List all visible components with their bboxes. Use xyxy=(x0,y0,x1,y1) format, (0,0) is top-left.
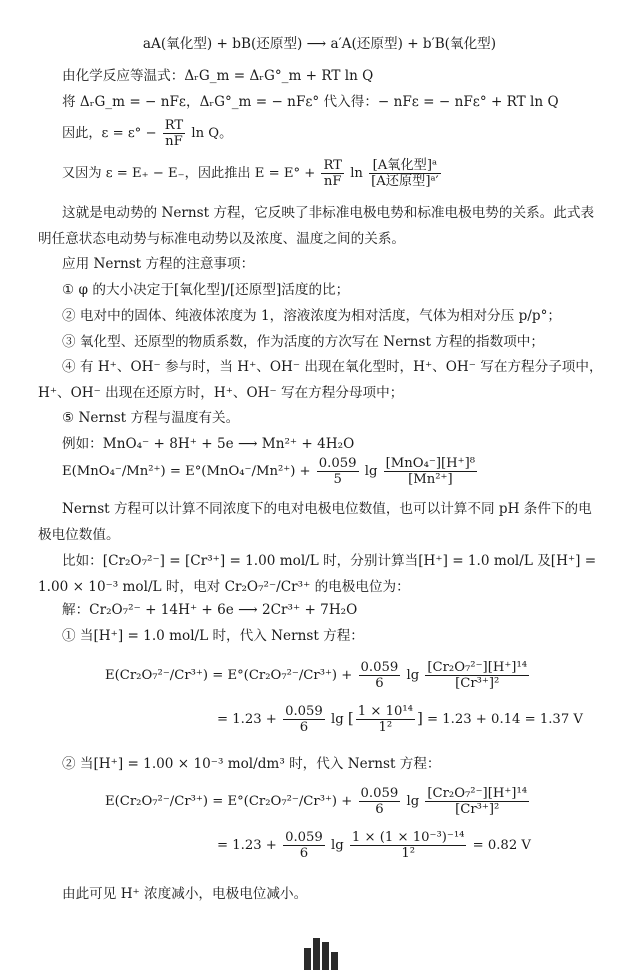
case-2-heading: ② 当[H⁺] = 1.00 × 10⁻³ mol/dm³ 时，代入 Nernst 方程： xyxy=(62,756,441,772)
fraction-den: 6 xyxy=(375,676,384,691)
epsilon-equation xyxy=(62,118,232,149)
concentration-fraction xyxy=(425,786,529,817)
case-1-equation xyxy=(105,660,531,691)
paragraph-problem: 比如：[Cr₂O₇²⁻] = [Cr³⁺] = 1.00 mol/L 时，分别计算当[H⁺] = 1.0 mol/L 及[H⁺] = 1.00 × 10⁻³ mol/L 时，电对 Cr₂O₇²⁻/Cr³⁺ 的电极电位为： xyxy=(38,553,597,595)
note-3: ③ 氧化型、还原型的物质系数，作为活度的方次写在 Nernst 方程的指数项中； xyxy=(62,334,544,350)
isotherm-equation: 由化学反应等温式：ΔᵣG_m = ΔᵣG°_m + RT ln Q xyxy=(62,68,374,84)
fraction-num: 0.059 xyxy=(360,660,399,675)
fraction-den: nF xyxy=(323,174,342,189)
case-2-equation xyxy=(105,786,531,817)
nernst-derivation xyxy=(62,158,443,189)
fraction-den: 6 xyxy=(375,802,384,817)
watermark-logo-icon xyxy=(300,930,340,970)
case-1-heading: ① 当[H⁺] = 1.0 mol/L 时，代入 Nernst 方程： xyxy=(62,628,364,644)
note-5: ⑤ Nernst 方程与温度有关。 xyxy=(62,410,240,426)
epsilon-pre: 因此，ε = ε° − xyxy=(62,126,157,141)
equation-pre: = 1.23 + xyxy=(217,712,277,727)
fraction-num: [MnO₄⁻][H⁺]⁸ xyxy=(385,456,476,471)
concentration-fraction xyxy=(384,456,477,487)
fraction-den: [Cr³⁺]² xyxy=(455,802,500,817)
equation-post: = 1.23 + 0.14 = 1.37 V xyxy=(427,712,583,727)
fraction-num: [A氧化型]ᵃ xyxy=(369,158,440,174)
fraction-den: 6 xyxy=(299,720,309,735)
solution-reaction: 解：Cr₂O₇²⁻ + 14H⁺ + 6e ⟶ 2Cr³⁺ + 7H₂O xyxy=(62,602,358,618)
fraction-den: 5 xyxy=(333,472,342,487)
fraction-num: RT xyxy=(323,158,342,173)
fraction-num: [Cr₂O₇²⁻][H⁺]¹⁴ xyxy=(427,660,528,675)
fraction-den: nF xyxy=(165,134,183,149)
value-fraction xyxy=(350,830,467,861)
substitution-equation: 将 ΔᵣG_m = − nFε，ΔᵣG°_m = − nFε° 代入得：− nFε = − nFε° + RT ln Q xyxy=(62,94,559,110)
fraction-num: 1 × (1 × 10⁻³)⁻¹⁴ xyxy=(351,830,465,845)
lg-label: lg xyxy=(364,464,378,479)
lg-label: lg xyxy=(406,668,420,683)
fraction-den: [A还原型]ᵃ′ xyxy=(371,174,439,189)
rt-nf-fraction xyxy=(163,118,186,149)
activity-fraction xyxy=(369,158,440,189)
note-1: ① φ 的大小决定于[氧化型]/[还原型]活度的比； xyxy=(62,282,350,298)
fraction-den: [Cr³⁺]² xyxy=(455,676,500,691)
fraction-den: 1² xyxy=(401,846,415,861)
lg-label: lg xyxy=(331,838,344,853)
case-2-result xyxy=(217,830,531,861)
coefficient-fraction xyxy=(283,830,325,861)
lg-label: lg xyxy=(331,712,344,727)
concentration-fraction xyxy=(425,660,529,691)
fraction-den: [Mn²⁺] xyxy=(408,472,453,487)
paragraph-nernst-meaning: 这就是电动势的 Nernst 方程，它反映了非标准电极电势和标准电极电势的关系。此式表明任意状态电动势与标准电动势以及浓度、温度之间的关系。 xyxy=(38,205,595,247)
reaction-general: aA(氧化型) + bB(还原型) ⟶ a′A(还原型) + b′B(氧化型) xyxy=(142,36,497,52)
fraction-num: 1 × 10¹⁴ xyxy=(357,704,413,719)
fraction-den: 6 xyxy=(299,846,309,861)
fraction-den: 1² xyxy=(378,720,393,735)
conclusion: 由此可见 H⁺ 浓度减小，电极电位减小。 xyxy=(62,886,308,902)
paragraph-application: Nernst 方程可以计算不同浓度下的电对电极电位数值，也可以计算不同 pH 条件下的电极电位数值。 xyxy=(38,501,592,543)
fraction-num: 0.059 xyxy=(318,456,357,471)
note-2: ② 电对中的固体、纯液体浓度为 1，溶液浓度为相对活度，气体为相对分压 p/p°； xyxy=(62,308,561,324)
equation-pre: E(Cr₂O₇²⁻/Cr³⁺) = E°(Cr₂O₇²⁻/Cr³⁺) + xyxy=(105,794,353,809)
fraction-num: RT xyxy=(164,118,184,133)
coefficient-fraction xyxy=(359,786,401,817)
equation-pre: E(Cr₂O₇²⁻/Cr³⁺) = E°(Cr₂O₇²⁻/Cr³⁺) + xyxy=(105,668,353,683)
coefficient-fraction xyxy=(283,704,325,735)
nernst-pre: 又因为 ε = E₊ − E₋，因此推出 E = E° + xyxy=(62,166,316,181)
equation-post: = 0.82 V xyxy=(472,838,531,853)
epsilon-post: ln Q。 xyxy=(191,126,233,141)
rt-nf-fraction xyxy=(321,158,344,189)
equation-pre: = 1.23 + xyxy=(217,838,277,853)
fraction-num: 0.059 xyxy=(360,786,399,801)
lg-label: lg xyxy=(406,794,420,809)
case-1-result: = 1.23 + $\frac{0.059}{6}$ lg [ $\frac{\text{1 × 10¹⁴}}{\text{1²}}$ ] = 1.23 + 0.14 = 1.37 V xyxy=(217,704,583,735)
example-pre: E(MnO₄⁻/Mn²⁺) = E°(MnO₄⁻/Mn²⁺) + xyxy=(62,464,311,479)
example-reaction: 例如：MnO₄⁻ + 8H⁺ + 5e ⟶ Mn²⁺ + 4H₂O xyxy=(62,436,355,452)
example-nernst xyxy=(62,456,479,487)
coefficient-fraction xyxy=(317,456,359,487)
fraction-num: [Cr₂O₇²⁻][H⁺]¹⁴ xyxy=(427,786,528,801)
notes-heading: 应用 Nernst 方程的注意事项： xyxy=(62,256,255,272)
coefficient-fraction xyxy=(359,660,401,691)
ln-label: ln xyxy=(350,166,363,181)
fraction-num: 0.059 xyxy=(285,830,323,845)
note-4: ④ 有 H⁺、OH⁻ 参与时，当 H⁺、OH⁻ 出现在氧化型时，H⁺、OH⁻ 写在方程分子项中，H⁺、OH⁻ 出现在还原方时，H⁺、OH⁻ 写在方程分母项中； xyxy=(38,359,603,401)
fraction-num: 0.059 xyxy=(285,704,323,719)
value-fraction xyxy=(356,704,415,735)
